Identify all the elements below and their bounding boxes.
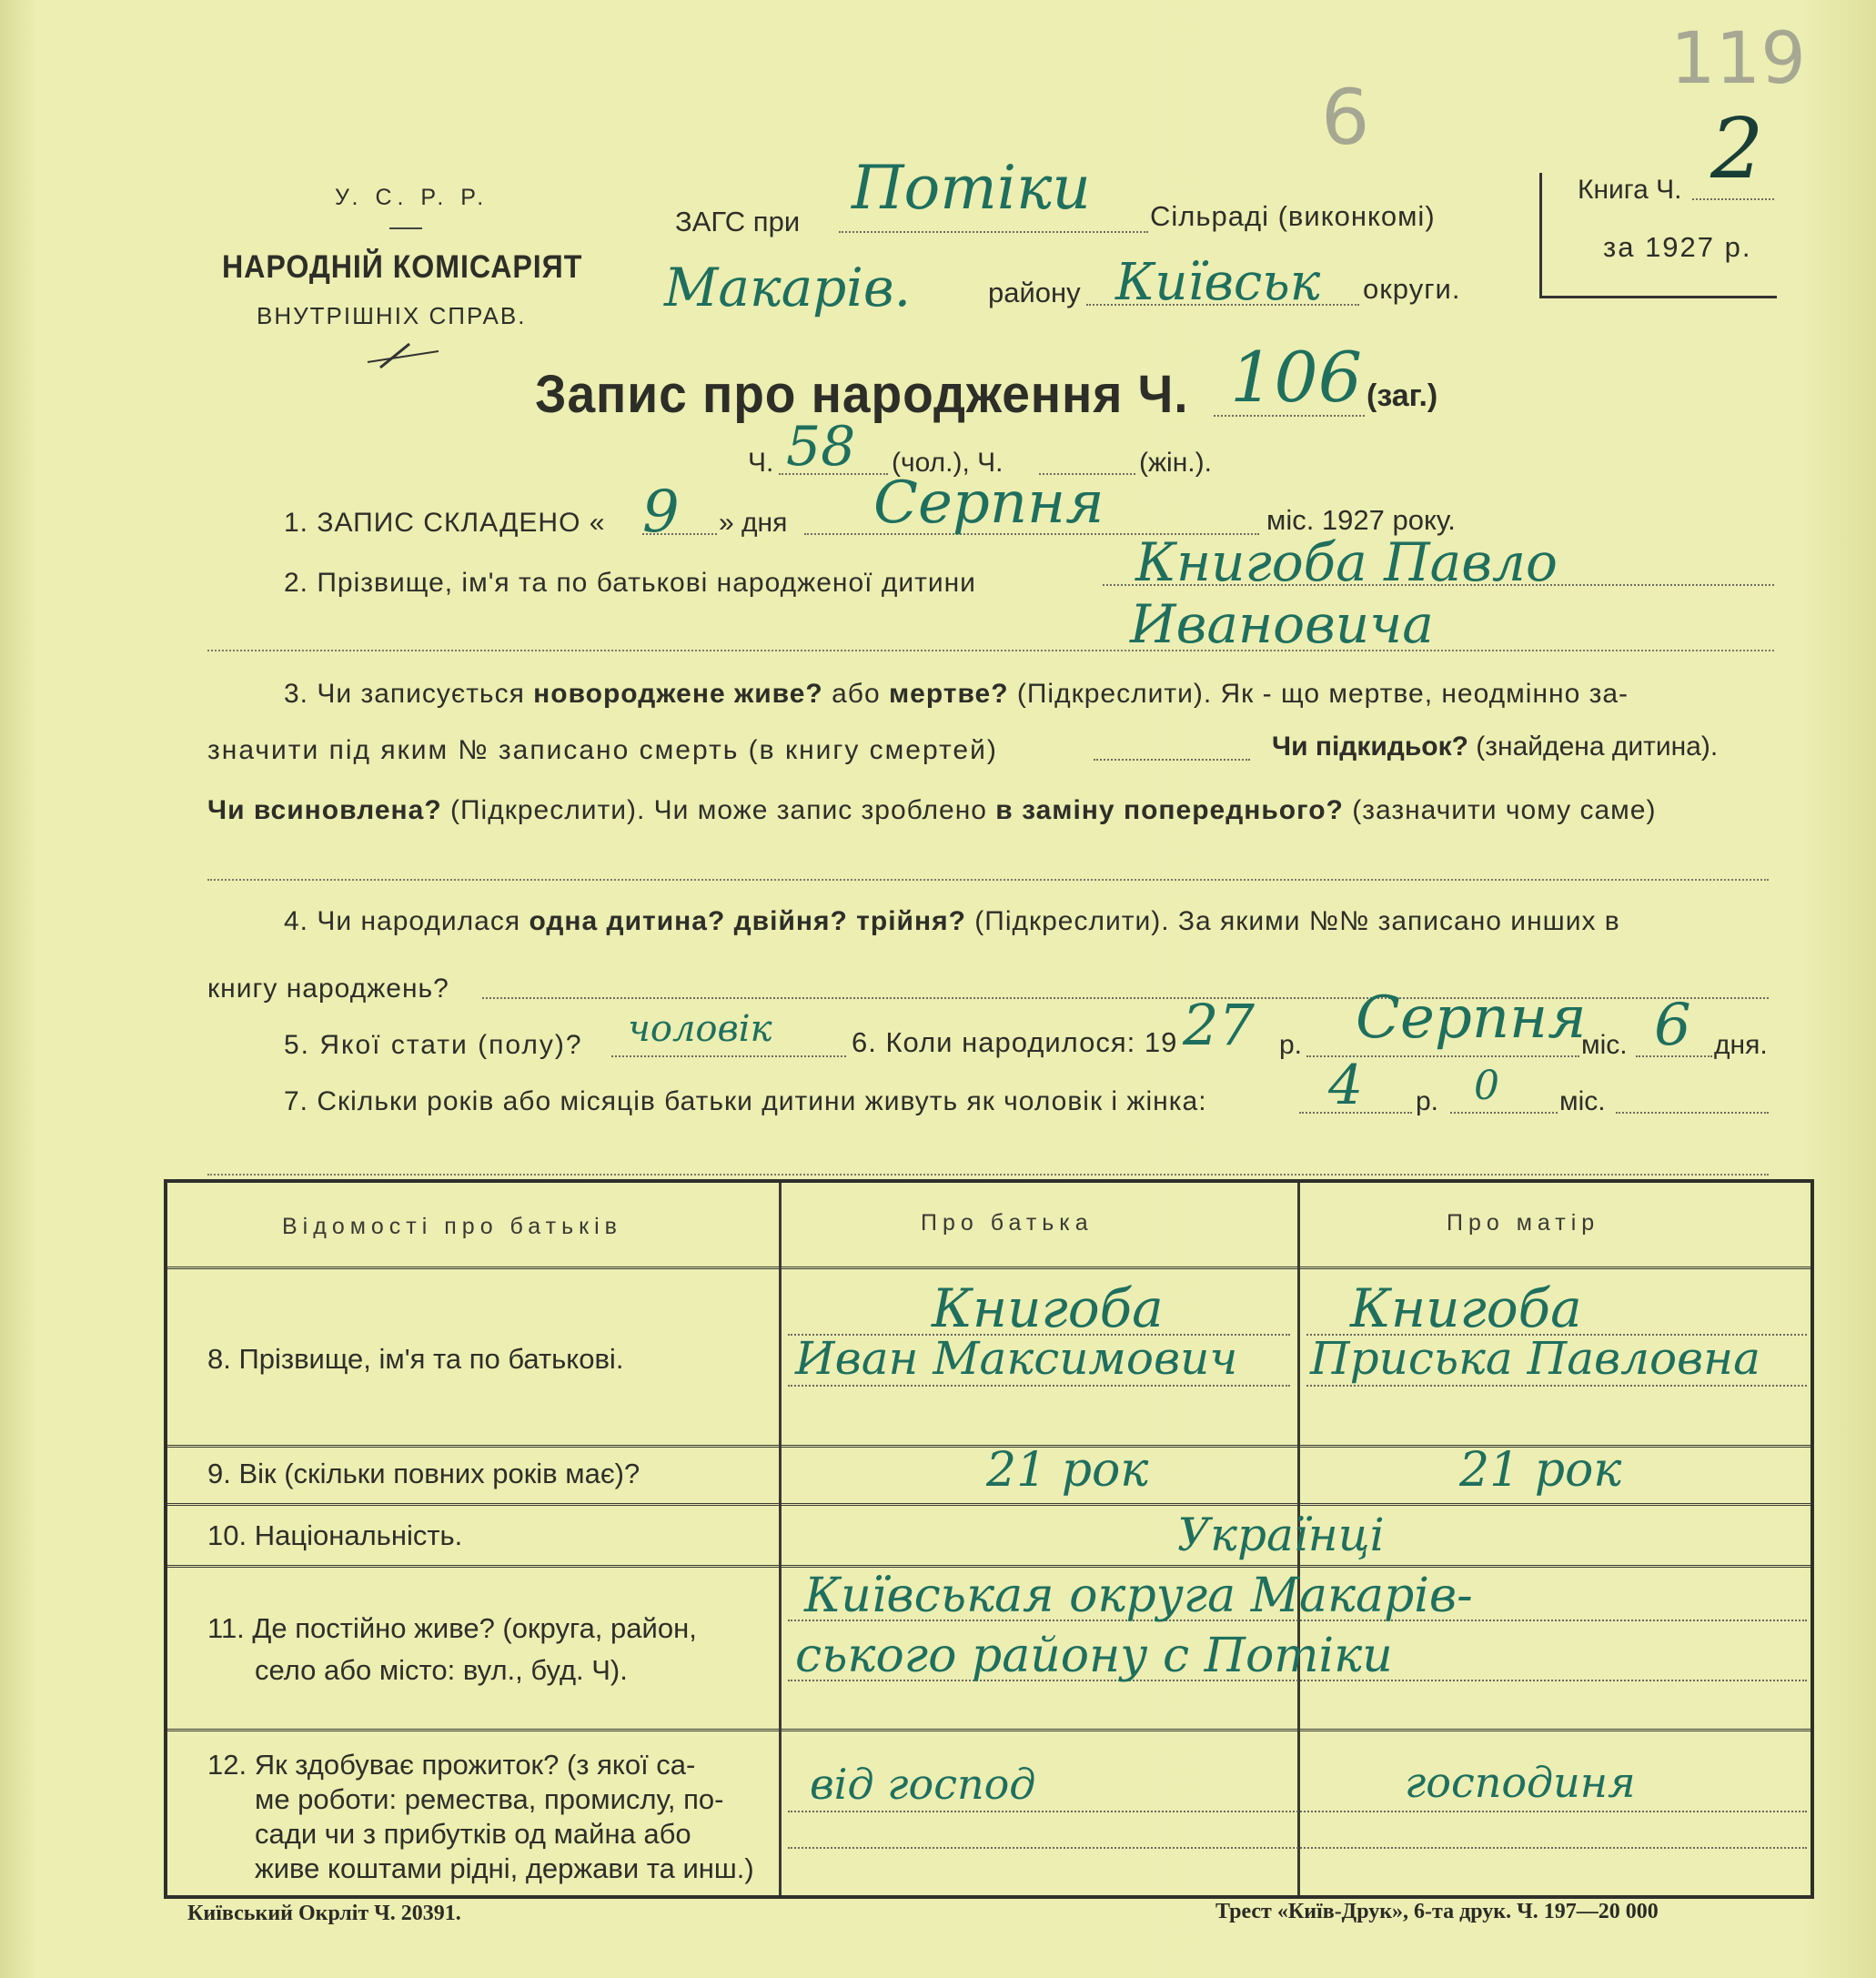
item7-r: р.: [1416, 1086, 1439, 1116]
book-number-line: [1692, 198, 1774, 200]
zags-village-line: [839, 231, 1148, 233]
item3-line1: 3. Чи записується новороджене живе? або мертве? (Підкреслити). Як - що мертве, неодмінно за-: [284, 679, 1629, 709]
item1-month: Серпня: [873, 469, 1104, 537]
republic-label: У. С. Р. Р.: [335, 185, 489, 210]
male-label: (чол.), Ч.: [892, 448, 1004, 478]
record-number: 106: [1230, 337, 1363, 418]
table-header-divider: [167, 1267, 1810, 1272]
district-label: району: [988, 277, 1081, 308]
col-header-parents: Відомості про батьків: [282, 1214, 622, 1239]
sub-prefix: Ч.: [748, 448, 774, 478]
okruha-field: Київськ: [1115, 253, 1321, 312]
item4-line1: 4. Чи народилася одна дитина? двійня? трійня? (Підкреслити). За якими №№ записано инших в: [284, 906, 1620, 936]
row8-mother-line2: [1306, 1385, 1807, 1387]
item7-label: 7. Скільки років або місяців батьки дитини живуть як чоловік і жінка:: [284, 1086, 1207, 1116]
row9-mother-age: 21 рок: [1459, 1443, 1622, 1498]
footer-right: Трест «Київ-Друк», 6-та друк. Ч. 197—20 000: [1215, 1900, 1659, 1923]
divider: [389, 227, 422, 229]
item2-line2: [207, 650, 1774, 651]
item3-line2b: Чи підкидьок? (знайдена дитина).: [1272, 732, 1719, 762]
row12-line2: [788, 1847, 1807, 1849]
title-suffix: (заг.): [1367, 378, 1438, 413]
book-label: Книга Ч.: [1578, 175, 1682, 205]
item6-month: Серпня: [1356, 984, 1587, 1052]
item2-label: 2. Прізвище, ім'я та по батькові народженої дитини: [284, 568, 976, 598]
department-mark: [362, 337, 444, 373]
row11-label-line1: 11. Де постійно живе? (округа, район,: [207, 1612, 697, 1644]
item6-year: 27: [1183, 992, 1255, 1058]
item6-mis: міс.: [1581, 1030, 1628, 1060]
row9-father-age: 21 рок: [986, 1443, 1149, 1498]
row8-label: 8. Прізвище, ім'я та по батькові.: [207, 1343, 624, 1375]
row9-label: 9. Вік (скільки повних років має)?: [207, 1458, 640, 1489]
book-number: 2: [1710, 100, 1764, 197]
table-divider-col1: [779, 1183, 782, 1895]
item7-separator: [207, 1174, 1769, 1176]
commissariat-label: НАРОДНІЙ КОМІСАРІЯТ: [222, 249, 583, 285]
zags-prefix: ЗАГС при: [675, 206, 801, 237]
item3-line3: Чи всиновлена? (Підкреслити). Чи може запис зроблено в заміну попереднього? (зазначити чому саме): [207, 795, 1657, 825]
parents-table: [164, 1179, 1814, 1899]
item3-reason-line: [207, 879, 1769, 881]
item7-mis: міс.: [1559, 1086, 1606, 1116]
row12-label-line4: живе коштами рідні, держави та инш.): [255, 1852, 754, 1884]
row8-mother-surname: Книгоба: [1350, 1277, 1582, 1339]
table-row9-divider: [167, 1503, 1810, 1509]
row10-nationality: Українці: [1177, 1509, 1385, 1561]
row8-father-name: Иван Максимович: [795, 1332, 1238, 1385]
item2-name-line1: Книгоба Павло: [1135, 531, 1558, 593]
row8-father-surname: Книгоба: [932, 1277, 1164, 1339]
row11-address-line1: Київськая округа Макарів-: [804, 1569, 1473, 1623]
page-title: Запис про народження Ч.: [535, 365, 1189, 424]
okruha-label: округи.: [1363, 273, 1461, 305]
item1-suffix: міс. 1927 року.: [1266, 504, 1456, 536]
row8-father-line2: [788, 1385, 1290, 1387]
female-label: (жін.).: [1139, 448, 1212, 478]
item1-prefix: 1. ЗАПИС СКЛАДЕНО «: [284, 508, 606, 538]
col-header-mother: Про матір: [1447, 1210, 1600, 1236]
department-label: ВНУТРІШНІХ СПРАВ.: [257, 302, 527, 329]
row11-label-line2: село або місто: вул., буд. Ч).: [255, 1654, 628, 1686]
item7-months-line: [1450, 1112, 1558, 1114]
row8-mother-name: Приська Павловна: [1310, 1332, 1760, 1385]
item6-label: 6. Коли народилося: 19: [852, 1026, 1178, 1058]
zags-village-field: Потіки: [852, 153, 1091, 223]
row12-line1: [788, 1811, 1807, 1812]
row12-mother-occupation: господиня: [1405, 1758, 1636, 1807]
item7-years: 4: [1328, 1054, 1364, 1117]
male-number: 58: [786, 415, 856, 479]
zags-suffix: Сільраді (виконкомі): [1150, 200, 1436, 232]
col-header-father: Про батька: [921, 1210, 1094, 1236]
item1-day: 9: [642, 479, 680, 546]
item3-line2a: значити під яким № записано смерть (в книгу смертей): [207, 735, 998, 765]
row12-label-line2: ме роботи: ремества, промислу, по-: [255, 1783, 724, 1815]
item6-r: р.: [1279, 1030, 1303, 1060]
item3-death-line: [1094, 759, 1250, 761]
book-year: за 1927 р.: [1603, 231, 1752, 263]
district-field: Макарів.: [664, 257, 912, 318]
corner-number: 119: [1670, 18, 1806, 100]
row12-label-line3: сади чи з прибутків од майна або: [255, 1818, 691, 1850]
item4-line2: книгу народжень?: [207, 974, 449, 1004]
pencil-number: 6: [1321, 73, 1370, 162]
footer-left: Київський Окрліт Ч. 20391.: [187, 1902, 461, 1925]
row12-father-occupation: від господ: [810, 1760, 1036, 1809]
item1-mid: » дня: [719, 508, 788, 538]
item5-line: [611, 1055, 846, 1057]
table-row11-divider: [167, 1729, 1810, 1734]
item7-months: 0: [1474, 1063, 1499, 1109]
row10-label: 10. Національність.: [207, 1519, 463, 1551]
item6-day: 6: [1654, 992, 1691, 1059]
item5-label: 5. Якої стати (полу)?: [284, 1030, 583, 1060]
item7-tail-line: [1616, 1112, 1769, 1114]
item2-name-line2: Ивановича: [1130, 593, 1434, 655]
item6-dnya: дня.: [1714, 1030, 1768, 1060]
row12-label-line1: 12. Як здобуває прожиток? (з якої са-: [207, 1749, 696, 1781]
item5-value: чоловік: [628, 1008, 772, 1050]
row11-address-line2: ського району с Потіки: [795, 1629, 1393, 1683]
